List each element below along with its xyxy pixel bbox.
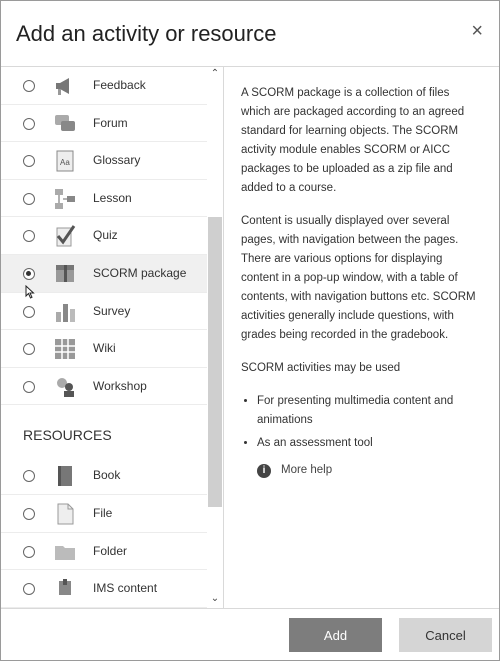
package-box-icon xyxy=(53,262,77,286)
dialog-title: Add an activity or resource xyxy=(16,21,277,46)
scrollbar-thumb[interactable] xyxy=(208,217,222,507)
list-item-folder[interactable] xyxy=(1,533,207,571)
usage-item: • For presenting multimedia content and animations xyxy=(257,392,481,430)
scroll-up-icon[interactable]: ⌃ xyxy=(210,68,220,79)
list-item-workshop[interactable] xyxy=(1,368,207,406)
list-item-feedback[interactable] xyxy=(1,67,207,105)
radio-button[interactable] xyxy=(23,80,35,92)
add-button[interactable]: Add xyxy=(289,618,382,652)
list-item-label: Glossary xyxy=(93,153,141,168)
chat-bubbles-icon xyxy=(53,112,77,136)
dialog-header xyxy=(1,1,499,67)
usage-item: • As an assessment tool xyxy=(257,434,481,453)
usage-list xyxy=(241,392,481,453)
bar-chart-icon xyxy=(53,300,77,324)
activity-list-panel[interactable] xyxy=(1,67,224,608)
list-item-label: IMS content xyxy=(93,581,158,596)
radio-button[interactable] xyxy=(23,155,35,167)
list-item-label: Wiki xyxy=(93,341,116,356)
more-help-link[interactable] xyxy=(257,461,481,480)
list-item-label: Workshop xyxy=(93,378,147,393)
book-icon xyxy=(53,464,77,488)
people-icon xyxy=(53,375,77,399)
info-icon: i xyxy=(257,464,271,478)
radio-button[interactable] xyxy=(23,381,35,393)
activity-list xyxy=(1,67,207,608)
list-item-label: File xyxy=(93,505,113,520)
flowchart-icon xyxy=(53,187,77,211)
folder-icon xyxy=(53,540,77,564)
file-icon xyxy=(53,502,77,526)
description-paragraph: Content is usually displayed over several pages, with navigation between the pages. There are various options for displaying content in a pop-up window, with a table of contents, with navigation buttons etc. SCORM activities generally include questions, with grades being recorded in the gradebook. xyxy=(241,215,476,341)
list-item-label: Folder xyxy=(93,543,128,558)
checkmark-page-icon xyxy=(53,224,77,248)
radio-button[interactable] xyxy=(23,508,35,520)
puzzle-grid-icon xyxy=(53,337,77,361)
mouse-cursor-icon xyxy=(25,285,35,299)
close-icon[interactable]: × xyxy=(471,20,483,42)
list-item-glossary[interactable] xyxy=(1,142,207,180)
radio-button[interactable] xyxy=(23,583,35,595)
radio-button[interactable] xyxy=(23,306,35,318)
radio-button[interactable] xyxy=(23,343,35,355)
more-help-label[interactable]: More help xyxy=(281,464,333,476)
scroll-down-icon[interactable]: ⌄ xyxy=(210,593,220,604)
package-icon xyxy=(53,577,77,601)
list-item-lesson[interactable] xyxy=(1,180,207,218)
list-item-ims-content[interactable] xyxy=(1,570,207,608)
list-item-label: SCORM package xyxy=(93,265,187,280)
radio-button[interactable] xyxy=(23,118,35,130)
description-paragraph: SCORM activities may be used xyxy=(241,362,401,374)
dialog-footer xyxy=(1,608,499,661)
list-item-file[interactable] xyxy=(1,495,207,533)
list-item-label: Lesson xyxy=(93,190,132,205)
glossary-book-icon xyxy=(53,149,77,173)
list-item-label: Book xyxy=(93,468,121,483)
list-item-label: Feedback xyxy=(93,78,146,92)
resources-heading: RESOURCES xyxy=(23,427,112,444)
svg-text:Aa: Aa xyxy=(60,158,70,168)
megaphone-icon xyxy=(53,74,77,98)
description-paragraph: A SCORM package is a collection of files which are packaged according to an agreed standard for learning objects. The SCORM activity module enables SCORM or AICC packages to be uploaded as a zip file and added to a course. xyxy=(241,87,465,194)
radio-button[interactable] xyxy=(23,546,35,558)
radio-button[interactable] xyxy=(23,230,35,242)
list-item-book[interactable] xyxy=(1,457,207,495)
list-item-label: Quiz xyxy=(93,228,118,243)
radio-button[interactable] xyxy=(23,268,35,280)
list-item-wiki[interactable] xyxy=(1,330,207,368)
module-description xyxy=(241,84,481,480)
cancel-button[interactable]: Cancel xyxy=(399,618,492,652)
list-item-label: Forum xyxy=(93,115,128,130)
list-item-forum[interactable] xyxy=(1,105,207,143)
list-scrollbar[interactable] xyxy=(207,67,223,608)
list-item-quiz[interactable] xyxy=(1,217,207,255)
radio-button[interactable] xyxy=(23,470,35,482)
radio-button[interactable] xyxy=(23,193,35,205)
list-item-label: Survey xyxy=(93,303,131,318)
